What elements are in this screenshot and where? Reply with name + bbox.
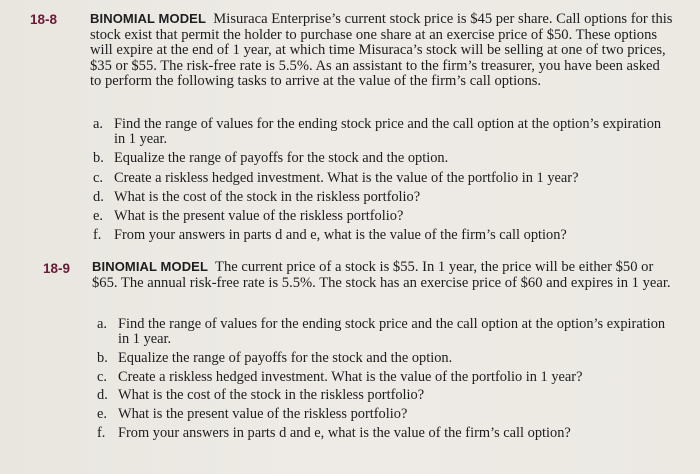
- problem-parts: [97, 317, 671, 444]
- part-label: d.: [97, 387, 108, 404]
- part-text: What is the cost of the stock in the riskless portfolio?: [118, 387, 425, 404]
- part-text: What is the present value of the riskless portfolio?: [118, 406, 408, 423]
- list-item: [97, 317, 671, 347]
- list-item: [97, 388, 671, 403]
- problem-text: The current price of a stock is $55. In 1 year, the price will be either $50 or $65. The annual risk-free rate is 5.5%. The stock has an exercise price of $60 and expires in 1 year.: [92, 259, 671, 291]
- part-text: What is the present value of the riskless portfolio?: [114, 208, 404, 225]
- part-text: Find the range of values for the ending stock price and the call option at the option’s expiration in 1 year.: [118, 316, 666, 348]
- part-label: c.: [93, 169, 103, 186]
- part-label: f.: [93, 227, 102, 244]
- part-label: e.: [97, 406, 107, 423]
- list-item: [93, 171, 673, 186]
- list-item: [93, 190, 673, 205]
- part-label: b.: [97, 349, 108, 366]
- part-text: Equalize the range of payoffs for the stock and the option.: [114, 150, 449, 167]
- part-label: c.: [97, 368, 107, 385]
- list-item: [97, 370, 671, 385]
- problem-number: 18-9: [43, 261, 71, 276]
- part-label: a.: [93, 116, 103, 132]
- part-label: f.: [97, 424, 106, 441]
- list-item: [97, 426, 671, 441]
- list-item: [93, 117, 673, 147]
- part-text: From your answers in parts d and e, what is the value of the firm’s call option?: [118, 424, 571, 441]
- part-text: Create a riskless hedged investment. What is the value of the portfolio in 1 year?: [118, 368, 583, 385]
- problem-statement: [92, 259, 674, 291]
- part-text: Find the range of values for the ending stock price and the call option at the option’s expiration in 1 year.: [114, 116, 662, 148]
- part-label: d.: [93, 188, 104, 205]
- part-text: Create a riskless hedged investment. What is the value of the portfolio in 1 year?: [114, 169, 579, 186]
- part-label: b.: [93, 150, 104, 167]
- list-item: [97, 407, 671, 422]
- list-item: [93, 209, 673, 224]
- problem-heading: BINOMIAL MODEL: [92, 259, 208, 274]
- list-item: [93, 228, 673, 243]
- problem-text: Misuraca Enterprise’s current stock price is $45 per share. Call options for this stock exist that permit the holder to purchase one share at an exercise price of $50. These options will expire at the end of 1 year, at which time Misuraca’s stock will be selling at one of two prices, $35 or $55. The risk-free rate is 5.5%. As an assistant to the firm’s treasurer, you have been asked to perform the following tasks to arrive at the value of the firm’s call options.: [90, 11, 673, 90]
- part-label: a.: [97, 316, 107, 332]
- problem-heading: BINOMIAL MODEL: [90, 11, 206, 26]
- problem-parts: [93, 117, 673, 247]
- problem-statement: [90, 11, 674, 90]
- list-item: [97, 351, 671, 366]
- list-item: [93, 151, 673, 166]
- problem-number: 18-8: [30, 12, 58, 27]
- part-text: From your answers in parts d and e, what is the value of the firm’s call option?: [114, 227, 567, 244]
- part-label: e.: [93, 208, 103, 225]
- part-text: Equalize the range of payoffs for the stock and the option.: [118, 349, 453, 366]
- part-text: What is the cost of the stock in the riskless portfolio?: [114, 188, 421, 205]
